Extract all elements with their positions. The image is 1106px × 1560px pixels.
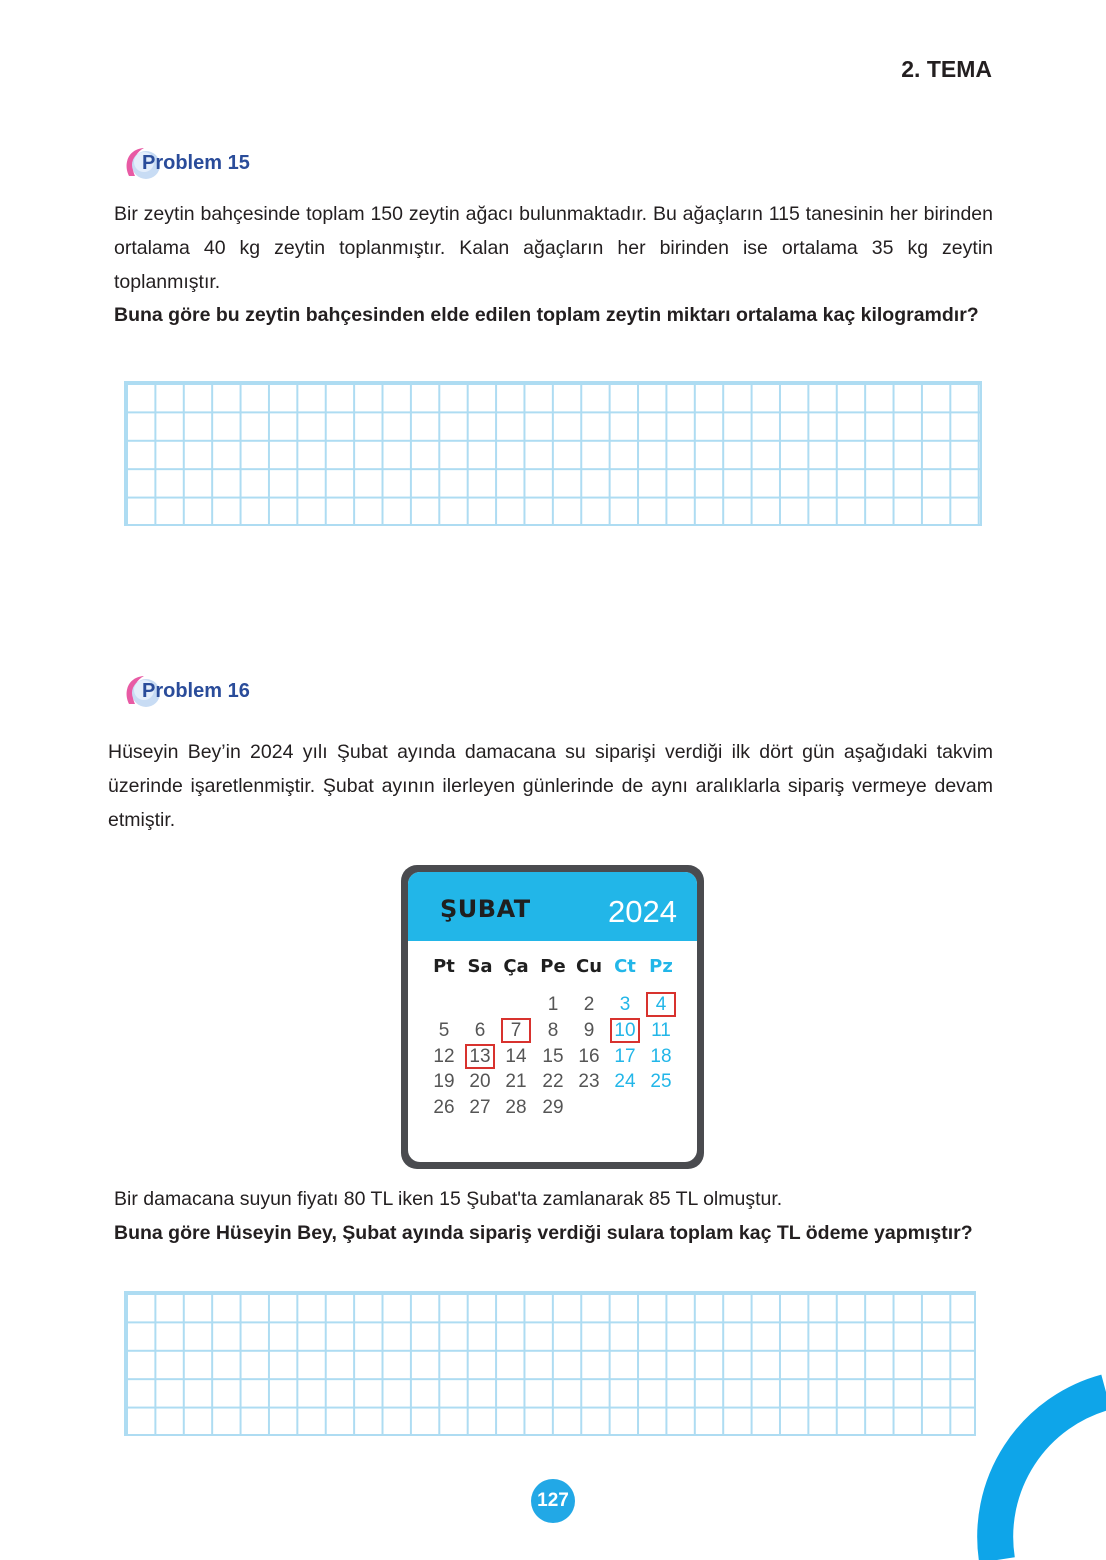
calendar-day: 12 bbox=[433, 1045, 455, 1067]
calendar-month: ŞUBAT bbox=[440, 895, 531, 923]
calendar-header bbox=[408, 872, 697, 941]
calendar-day: 20 bbox=[469, 1071, 491, 1093]
problem-15-text: Bir zeytin bahçesinde toplam 150 zeytin ağacı bulunmaktadır. Bu ağaçların 115 tanesinin her birinden ortalama 40 kg zeytin toplanmıştır. Kalan ağaçların her birinden ise ortalama 35 kg zeytin toplanmıştır. bbox=[114, 203, 993, 293]
calendar-day: 14 bbox=[505, 1045, 527, 1067]
calendar-day: 1 bbox=[547, 994, 559, 1015]
page-number: 127 bbox=[531, 1479, 575, 1523]
calendar-day: 28 bbox=[505, 1097, 527, 1119]
weekday-ct: Ct bbox=[614, 956, 636, 977]
corner-arc-decoration bbox=[960, 1360, 1106, 1560]
problem-16-text: Hüseyin Bey’in 2024 yılı Şubat ayında damacana su siparişi verdiği ilk dört gün aşağıdaki takvim üzerinde işaretlenmiştir. Şubat ayının ilerleyen günlerinde de aynı aralıklarla sipariş vermeye devam etmiştir. bbox=[108, 741, 993, 831]
calendar-day: 6 bbox=[474, 1019, 486, 1041]
calendar-day: 27 bbox=[469, 1097, 491, 1119]
calendar-day: 13 bbox=[469, 1045, 491, 1067]
weekday-pz: Pz bbox=[649, 956, 673, 977]
weekday-cu: Cu bbox=[575, 956, 603, 977]
calendar-day: 15 bbox=[542, 1045, 564, 1067]
calendar-day: 21 bbox=[505, 1071, 527, 1093]
weekday-pe: Pe bbox=[540, 956, 566, 977]
calendar-day: 17 bbox=[614, 1045, 636, 1067]
calendar-day: 8 bbox=[547, 1019, 559, 1041]
calendar-day: 9 bbox=[583, 1019, 595, 1041]
weekday-sa: Sa bbox=[467, 956, 493, 977]
calendar-day: 16 bbox=[578, 1045, 600, 1067]
calendar-day: 4 bbox=[655, 994, 667, 1015]
theme-label: 2. TEMA bbox=[901, 56, 992, 82]
weekday-pt: Pt bbox=[433, 956, 455, 977]
calendar-day: 22 bbox=[542, 1071, 564, 1093]
calendar-year: 2024 bbox=[608, 894, 677, 929]
calendar-day: 19 bbox=[433, 1071, 455, 1093]
calendar-day: 11 bbox=[651, 1019, 671, 1041]
calendar-day: 10 bbox=[614, 1019, 636, 1041]
calendar-day: 26 bbox=[433, 1097, 455, 1119]
calendar bbox=[401, 865, 704, 1169]
calendar-body bbox=[408, 872, 697, 1162]
problem-16-title: Problem 16 bbox=[142, 680, 250, 702]
calendar-day: 23 bbox=[578, 1071, 600, 1093]
problem-16-price-text: Bir damacana suyun fiyatı 80 TL iken 15 Şubat'ta zamlanarak 85 TL olmuştur. bbox=[114, 1188, 783, 1210]
answer-grid-16[interactable] bbox=[124, 1291, 976, 1436]
weekday-ça: Ça bbox=[503, 956, 529, 977]
problem-15-title: Problem 15 bbox=[142, 152, 250, 174]
calendar-day: 3 bbox=[619, 994, 631, 1015]
problem-16-header bbox=[122, 672, 322, 712]
calendar-day: 24 bbox=[614, 1071, 636, 1093]
calendar-day: 25 bbox=[650, 1071, 672, 1093]
problem-16-question: Buna göre Hüseyin Bey, Şubat ayında sipariş verdiği sulara toplam kaç TL ödeme yapmıştır? bbox=[114, 1222, 973, 1244]
calendar-day: 7 bbox=[510, 1019, 522, 1041]
calendar-day: 18 bbox=[650, 1045, 672, 1067]
problem-15-question: Buna göre bu zeytin bahçesinden elde edilen toplam zeytin miktarı ortalama kaç kilogramdır? bbox=[114, 304, 979, 326]
calendar-day: 29 bbox=[542, 1097, 564, 1119]
calendar-day: 2 bbox=[583, 994, 595, 1015]
answer-grid-15[interactable] bbox=[124, 381, 982, 526]
calendar-day: 5 bbox=[438, 1019, 450, 1041]
problem-15-header bbox=[122, 144, 322, 184]
